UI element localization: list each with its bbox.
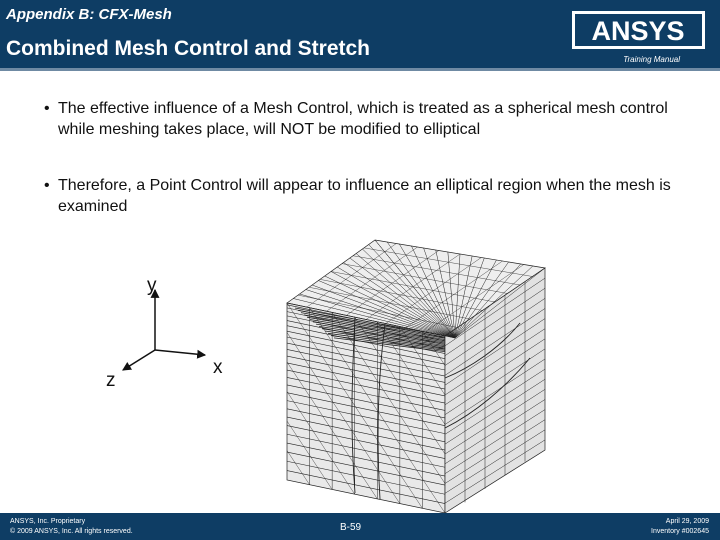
appendix-label: Appendix B: CFX-Mesh bbox=[6, 6, 172, 23]
footer-copyright: © 2009 ANSYS, Inc. All rights reserved. bbox=[10, 528, 133, 535]
bullet-item bbox=[44, 98, 694, 140]
bullet-item bbox=[44, 175, 694, 217]
bullet-dot-icon: • bbox=[44, 100, 50, 117]
footer-date: April 29, 2009 bbox=[665, 518, 709, 525]
mesh-figure bbox=[0, 228, 720, 513]
header-rule bbox=[0, 68, 720, 71]
footer-right bbox=[651, 517, 709, 537]
z-axis-arrow bbox=[123, 350, 155, 370]
title-bar bbox=[0, 0, 720, 68]
ansys-logo bbox=[572, 11, 705, 49]
footer-inventory: Inventory #002645 bbox=[651, 528, 709, 535]
page-number: B-59 bbox=[340, 522, 362, 533]
z-axis-label: z bbox=[106, 370, 116, 391]
footer-proprietary: ANSYS, Inc. Proprietary bbox=[10, 518, 86, 525]
x-axis-label: x bbox=[213, 357, 223, 378]
x-axis-arrow bbox=[155, 350, 205, 355]
slide-title: Combined Mesh Control and Stretch bbox=[6, 37, 371, 60]
footer-left bbox=[10, 517, 133, 537]
footer-bar bbox=[0, 513, 720, 540]
axis-triad bbox=[106, 275, 223, 391]
meshed-cube bbox=[287, 240, 545, 513]
training-manual-label: Training Manual bbox=[623, 55, 680, 64]
bullet-text: Therefore, a Point Control will appear to influence an elliptical region when the mesh is examined bbox=[58, 177, 671, 215]
bullet-text: The effective influence of a Mesh Control, which is treated as a spherical mesh control while meshing takes place, will NOT be modified to elliptical bbox=[58, 100, 668, 138]
ansys-logo-text: ANSYS bbox=[591, 16, 685, 46]
bullet-dot-icon: • bbox=[44, 177, 50, 194]
y-axis-label: y bbox=[147, 275, 157, 296]
